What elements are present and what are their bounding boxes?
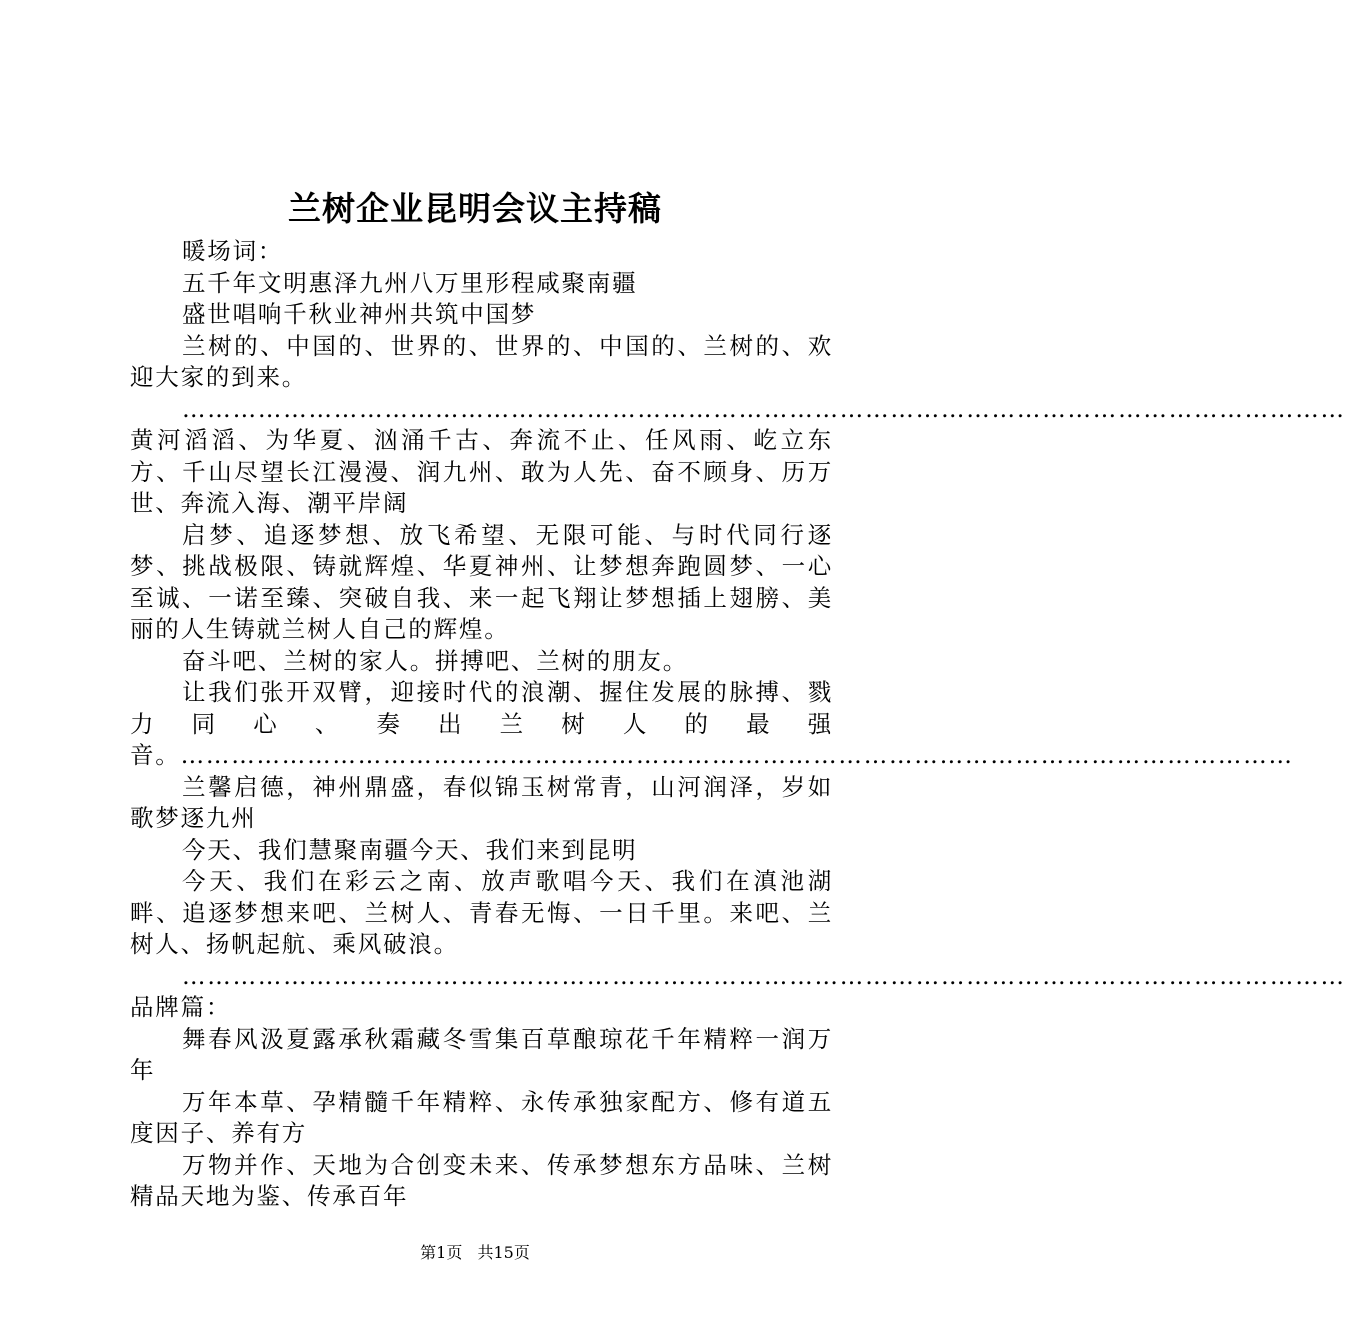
- page-footer: [0, 1242, 950, 1264]
- paragraph-dream: 启梦、追逐梦想、放飞希望、无限可能、与时代同行逐梦、挑战极限、铸就辉煌、华夏神州、让梦想奔跑圆梦、一心至诚、一诺至臻、突破自我、来一起飞翔让梦想插上翅膀、美丽的人生铸就兰树人自己的辉煌。: [130, 520, 833, 643]
- paragraph-couplet-1: 五千年文明惠泽九州八万里形程咸聚南疆: [182, 268, 638, 297]
- paragraph-open-arms: 让我们张开双臂，迎接时代的浪潮、握住发展的脉搏、戮力同心、奏出兰树人的最强音。……………………………………………………………………………………………………………………: [130, 678, 1294, 769]
- page-total: 共15页: [477, 1243, 530, 1262]
- paragraph-brand-heading: …………………………………………………………………………………………………………………………品牌篇：: [130, 961, 1346, 1021]
- paragraph-today-dianchi: 今天、我们在彩云之南、放声歌唱今天、我们在滇池湖畔、追逐梦想来吧、兰树人、青春无悔、一日千里。来吧、兰树人、扬帆起航、乘风破浪。: [130, 867, 833, 958]
- paragraph-brand-herbs: 万年本草、孕精髓千年精粹、永传承独家配方、修有道五度因子、养有方: [130, 1087, 833, 1147]
- paragraph-brand-heritage: 万物并作、天地为合创变未来、传承梦想东方品味、兰树精品天地为鉴、传承百年: [130, 1150, 833, 1210]
- paragraph-welcome: 兰树的、中国的、世界的、世界的、中国的、兰树的、欢迎大家的到来。: [130, 331, 833, 391]
- page-number: 第1页: [420, 1243, 463, 1262]
- paragraph-brand-seasons: 舞春风汲夏露承秋霜藏冬雪集百草酿琼花千年精粹一润万年: [130, 1024, 833, 1084]
- paragraph-lanxin: 兰馨启德，神州鼎盛，春似锦玉树常青，山河润泽，岁如歌梦逐九州: [130, 772, 833, 832]
- paragraph-couplet-2: 盛世唱响千秋业神州共筑中国梦: [182, 300, 537, 328]
- document-body: [130, 236, 1346, 1213]
- page-title: 兰树企业昆明会议主持稿: [288, 189, 662, 228]
- paragraph-warmup-heading: 暖场词：: [182, 237, 284, 265]
- paragraph-strive: 奋斗吧、兰树的家人。拼搏吧、兰树的朋友。: [182, 646, 688, 675]
- paragraph-today-kunming: 今天、我们慧聚南疆今天、我们来到昆明: [182, 835, 638, 864]
- paragraph-yellow-river: …………………………………………………………………………………………………………………………黄河滔滔、为华夏、汹涌千古、奔流不止、任风雨、屹立东方、千山尽望长江漫漫、润九州、敢为人先、奋不顾身、历万世、奔流入海、潮平岸阔: [130, 394, 1346, 517]
